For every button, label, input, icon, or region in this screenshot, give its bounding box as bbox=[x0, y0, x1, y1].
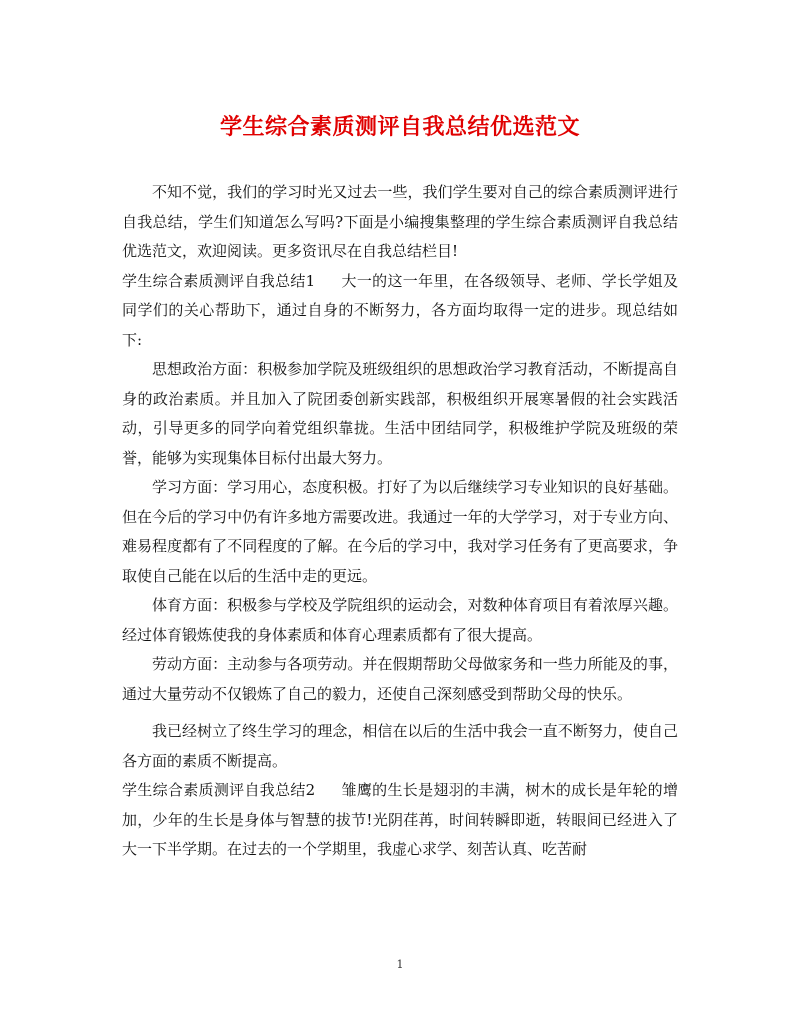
page-number: 1 bbox=[396, 958, 404, 971]
section-1-lead: 大一的这一年里，在各级领导、老师、学长学姐及同学们的关心帮助下，通过自身的不断努力，各方面均取得一定的进步。现总结如下: bbox=[122, 271, 678, 349]
closing-paragraph: 我已经树立了终生学习的理念，相信在以后的生活中我会一直不断努力，使自己各方面的素质不断提高。 bbox=[122, 722, 678, 770]
politics-paragraph: 思想政治方面：积极参加学院及班级组织的思想政治学习教育活动，不断提高自身的政治素质。并且加入了院团委创新实践部，积极组织开展寒暑假的社会实践活动，引导更多的同学向着党组织靠拢。生活中团结同学，积极维护学院及班级的荣誉，能够为实现集体目标付出最大努力。 bbox=[122, 360, 678, 467]
intro-paragraph: 不知不觉，我们的学习时光又过去一些，我们学生要对自己的综合素质测评进行自我总结，学生们知道怎么写吗?下面是小编搜集整理的学生综合素质测评自我总结优选范文，欢迎阅读。更多资讯尽在自我总结栏目! bbox=[122, 183, 678, 260]
paragraph-gap bbox=[122, 709, 678, 717]
labor-paragraph: 劳动方面：主动参与各项劳动。并在假期帮助父母做家务和一些力所能及的事，通过大量劳动不仅锻炼了自己的毅力，还使自己深刻感受到帮助父母的快乐。 bbox=[122, 655, 678, 703]
section-2-lead: 雏鹰的生长是翅羽的丰满，树木的成长是年轮的增加，少年的生长是身体与智慧的拔节!光阴荏苒，时间转瞬即逝，转眼间已经进入了大一下半学期。在过去的一个学期里，我虚心求学、刻苦认真、吃苦耐 bbox=[122, 781, 678, 858]
study-paragraph: 学习方面：学习用心，态度积极。打好了为以后继续学习专业知识的良好基础。但在今后的学习中仍有许多地方需要改进。我通过一年的大学学习，对于专业方向、难易程度都有了不同程度的了解。在今后的学习中，我对学习任务有了更高要求，争取使自己能在以后的生活中走的更远。 bbox=[122, 478, 678, 585]
section-2-heading: 学生综合素质测评自我总结2 bbox=[122, 781, 316, 799]
section-2-paragraph bbox=[122, 776, 678, 865]
sports-paragraph: 体育方面：积极参与学校及学院组织的运动会，对数种体育项目有着浓厚兴趣。经过体育锻炼使我的身体素质和体育心理素质都有了很大提高。 bbox=[122, 596, 678, 644]
section-1-paragraph bbox=[122, 267, 678, 356]
document-title: 学生综合素质测评自我总结优选范文 bbox=[219, 114, 580, 140]
section-1-heading: 学生综合素质测评自我总结1 bbox=[122, 271, 316, 290]
document-body bbox=[122, 178, 678, 865]
